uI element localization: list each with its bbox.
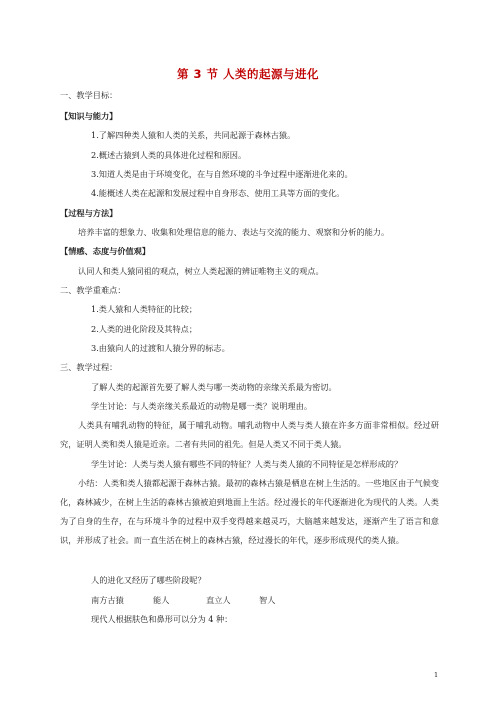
discussion-2: 学生讨论：人类与类人猿有哪些不同的特征？人类与类人猿的不同特征是怎样形成的？ [91,459,403,469]
page-title: 第 3 节 人类的起源与进化 [176,67,319,81]
stages-row [91,595,275,606]
knowledge-heading: 【知识与能力】 [60,111,118,121]
process-heading: 【过程与方法】 [60,208,118,218]
knowledge-item: 2.概述古猿到人类的具体进化过程和原因。 [91,150,247,160]
last-line: 现代人根据肤色和鼻形可以分为 4 种： [91,614,233,624]
goals-heading: 一、教学目标： [60,90,118,100]
keypoints-heading: 二、教学重难点： [60,285,126,295]
keypoint-item: 2.人类的进化阶段及其特点； [91,324,198,334]
summary-paragraph: 小结：人类和类人猿都起源于森林古猿。最初的森林古猿是栖息在树上生活的。一些地区由于气候变化，森林减少，在树上生活的森林古猿被迫到地面上生活。经过漫长的年代逐渐进化为现代的人类。人类为了自身的生存，在与环境斗争的过程中双手变得越来越灵巧，大脑越来越发达，逐渐产生了语言和意识，并形成了社会。而一直生活在树上的森林古猿，经过漫长的年代，逐步形成现代的类人猿。 [60,478,439,545]
attitude-heading: 【情感、态度与价值观】 [60,246,151,256]
attitude-text: 认同人和类人猿同祖的观点，树立人类起源的辨证唯物主义的观点。 [78,266,324,276]
knowledge-item: 3.知道人类是由于环境变化，在与自然环境的斗争过程中逐渐进化来的。 [91,169,353,179]
knowledge-item: 1.了解四种类人猿和人类的关系，共同起源于森林古猿。 [91,130,296,140]
stage-label: 智人 [259,595,276,605]
process-text: 培养丰富的想象力、收集和处理信息的能力、表达与交流的能力、观察和分析的能力。 [78,227,390,237]
stage-label: 能人 [153,595,170,605]
keypoint-item: 3.由猿向人的过渡和人猿分界的标志。 [91,343,230,353]
page-number: 1 [434,671,439,679]
question-line: 人的进化又经历了哪些阶段呢？ [91,575,206,585]
paragraph-1: 人类具有哺乳动物的特征，属于哺乳动物。哺乳动物中人类与类人猿在许多方面非常相似。经过研究，证明人类和类人猿是近亲。二者有共同的祖先。但是人类又不同于类人猿。 [60,420,439,449]
procedure-line: 学生讨论：与人类亲缘关系最近的动物是哪一类？说明理由。 [91,401,313,411]
keypoint-item: 1.类人猿和人类特征的比较； [91,304,198,314]
procedure-heading: 三、教学过程： [60,362,118,372]
stage-label: 直立人 [206,595,231,605]
stage-label: 南方古猿 [91,595,124,605]
knowledge-item: 4.能概述人类在起源和发展过程中自身形态、使用工具等方面的变化。 [91,188,345,198]
procedure-line: 了解人类的起源首先要了解人类与哪一类动物的亲缘关系最为密切。 [91,382,337,392]
